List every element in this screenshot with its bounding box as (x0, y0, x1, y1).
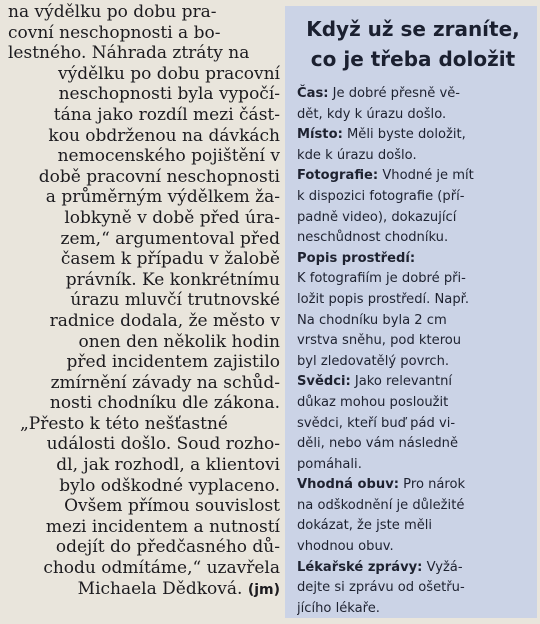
article-line: nemocenského pojištění v (57, 146, 280, 167)
article-line: události došlo. Soud rozho- (46, 434, 280, 455)
sidebar-item-text: pomáhali. (297, 456, 362, 472)
article-line: nosti chodníku dle zákona. (49, 393, 280, 414)
author-byline: (jm) (247, 581, 280, 598)
article-line: onen den několik hodin (78, 331, 280, 352)
sidebar-title (293, 14, 533, 74)
article-line: dl, jak rozhodl, a klientovi (56, 455, 280, 476)
article-line: tána jako rozdíl mezi část- (53, 104, 280, 125)
sidebar-item-label: Vhodná obuv: (297, 477, 400, 493)
article-column (8, 2, 280, 600)
sidebar-item-text: děli, nebo vám následně (297, 436, 458, 452)
sidebar-title-line-2: co je třeba doložit (310, 47, 516, 71)
sidebar-item-text: Na chodníku byla 2 cm (297, 312, 447, 328)
sidebar-item-place (297, 125, 533, 166)
sidebar-item-text: padně video), dokazující (297, 209, 457, 225)
sidebar-item-text: k dispozici fotografie (pří- (297, 188, 465, 204)
article-line: časem k případu v žalobě (60, 249, 280, 270)
sidebar-item-text: kde k úrazu došlo. (297, 147, 417, 163)
sidebar-item-text: byl zledovatělý povrch. (297, 353, 450, 369)
sidebar-item-text: Pro nárok (399, 477, 466, 493)
article-line: kou obdrženou na dávkách (48, 125, 280, 146)
sidebar-item-text: důkaz mohou posloužit (297, 394, 449, 410)
sidebar-item-text: dokázat, že jste měli (297, 518, 433, 534)
sidebar-item-medical-reports (297, 558, 533, 620)
article-line: mezi incidentem a nutností (45, 516, 280, 537)
sidebar-item-text: K fotografiím je dobré při- (297, 271, 466, 287)
sidebar-item-label: Svědci: (297, 374, 351, 390)
sidebar-item-label: Lékařské zprávy: (297, 559, 423, 575)
sidebar-item-text: ložit popis prostředí. Např. (297, 291, 469, 307)
sidebar-item-witnesses (297, 372, 533, 475)
sidebar-item-label: Místo: (297, 127, 343, 143)
sidebar-item-text: jícího lékaře. (297, 600, 380, 616)
sidebar-item-environment (297, 249, 533, 373)
sidebar-item-text: svědci, kteří buď pád vi- (297, 415, 456, 431)
article-line: odejít do předčasného dů- (55, 537, 280, 558)
article-line: radnice dodala, že město v (49, 310, 280, 331)
article-closing-text: Michaela Dědková. (77, 578, 243, 599)
sidebar-item-label: Popis prostředí: (297, 250, 416, 266)
article-line: výdělku po dobu pracovní (57, 63, 280, 84)
sidebar-item-text: dejte si zprávu od ošetřu- (297, 580, 465, 596)
sidebar-item-text: na odškodnění je důležité (297, 497, 465, 513)
sidebar-title-line-1: Když už se zraníte, (306, 17, 520, 41)
info-sidebar (285, 6, 537, 618)
sidebar-item-photos (297, 166, 533, 248)
sidebar-item-text: Měli byste doložit, (342, 127, 466, 143)
article-line: zem,“ argumentoval před (60, 228, 280, 249)
article-line: covní neschopnosti a bo- (8, 22, 221, 43)
article-line: na výdělku po dobu pra- (8, 2, 217, 22)
article-line: „Přesto k této nešťastné (20, 413, 228, 434)
sidebar-item-footwear (297, 475, 533, 557)
article-line: lobkyně v době před úra- (64, 207, 280, 228)
sidebar-item-text: neschůdnost chodníku. (297, 230, 449, 246)
article-line: zmírnění závady na schůd- (50, 372, 280, 393)
article-line: chodu odmítáme,“ uzavřela (43, 558, 280, 579)
article-line: před incidentem zajistilo (66, 352, 280, 373)
article-paragraph-1 (8, 2, 280, 414)
article-line: právník. Ke konkrétnímu (65, 269, 280, 290)
sidebar-body (297, 84, 533, 619)
sidebar-item-text: Vyžá- (422, 559, 463, 575)
sidebar-item-text: dět, kdy k úrazu došlo. (297, 106, 447, 122)
sidebar-item-text: vhodnou obuv. (297, 539, 394, 555)
article-line: neschopnosti byla vypočí- (58, 84, 280, 105)
sidebar-item-label: Fotografie: (297, 168, 379, 184)
sidebar-item-time (297, 84, 533, 125)
article-line: Ovšem přímou souvislost (64, 496, 280, 517)
article-paragraph-2 (8, 414, 280, 600)
article-line: lestného. Náhrada ztráty na (8, 43, 250, 64)
article-line: bylo odškodné vyplaceno. (59, 475, 280, 496)
sidebar-item-text: Jako relevantní (350, 374, 453, 390)
article-line: a průměrným výdělkem ža- (45, 187, 280, 208)
sidebar-item-text: vrstva sněhu, pod kterou (297, 333, 462, 349)
sidebar-item-label: Čas: (297, 86, 329, 101)
sidebar-item-text: Vhodné je mít (378, 168, 474, 184)
article-line: úrazu mluvčí trutnovské (70, 290, 280, 311)
sidebar-item-text: Je dobré přesně vě- (328, 86, 461, 101)
article-last-line (8, 579, 280, 601)
article-line: době pracovní neschopnosti (38, 166, 280, 187)
